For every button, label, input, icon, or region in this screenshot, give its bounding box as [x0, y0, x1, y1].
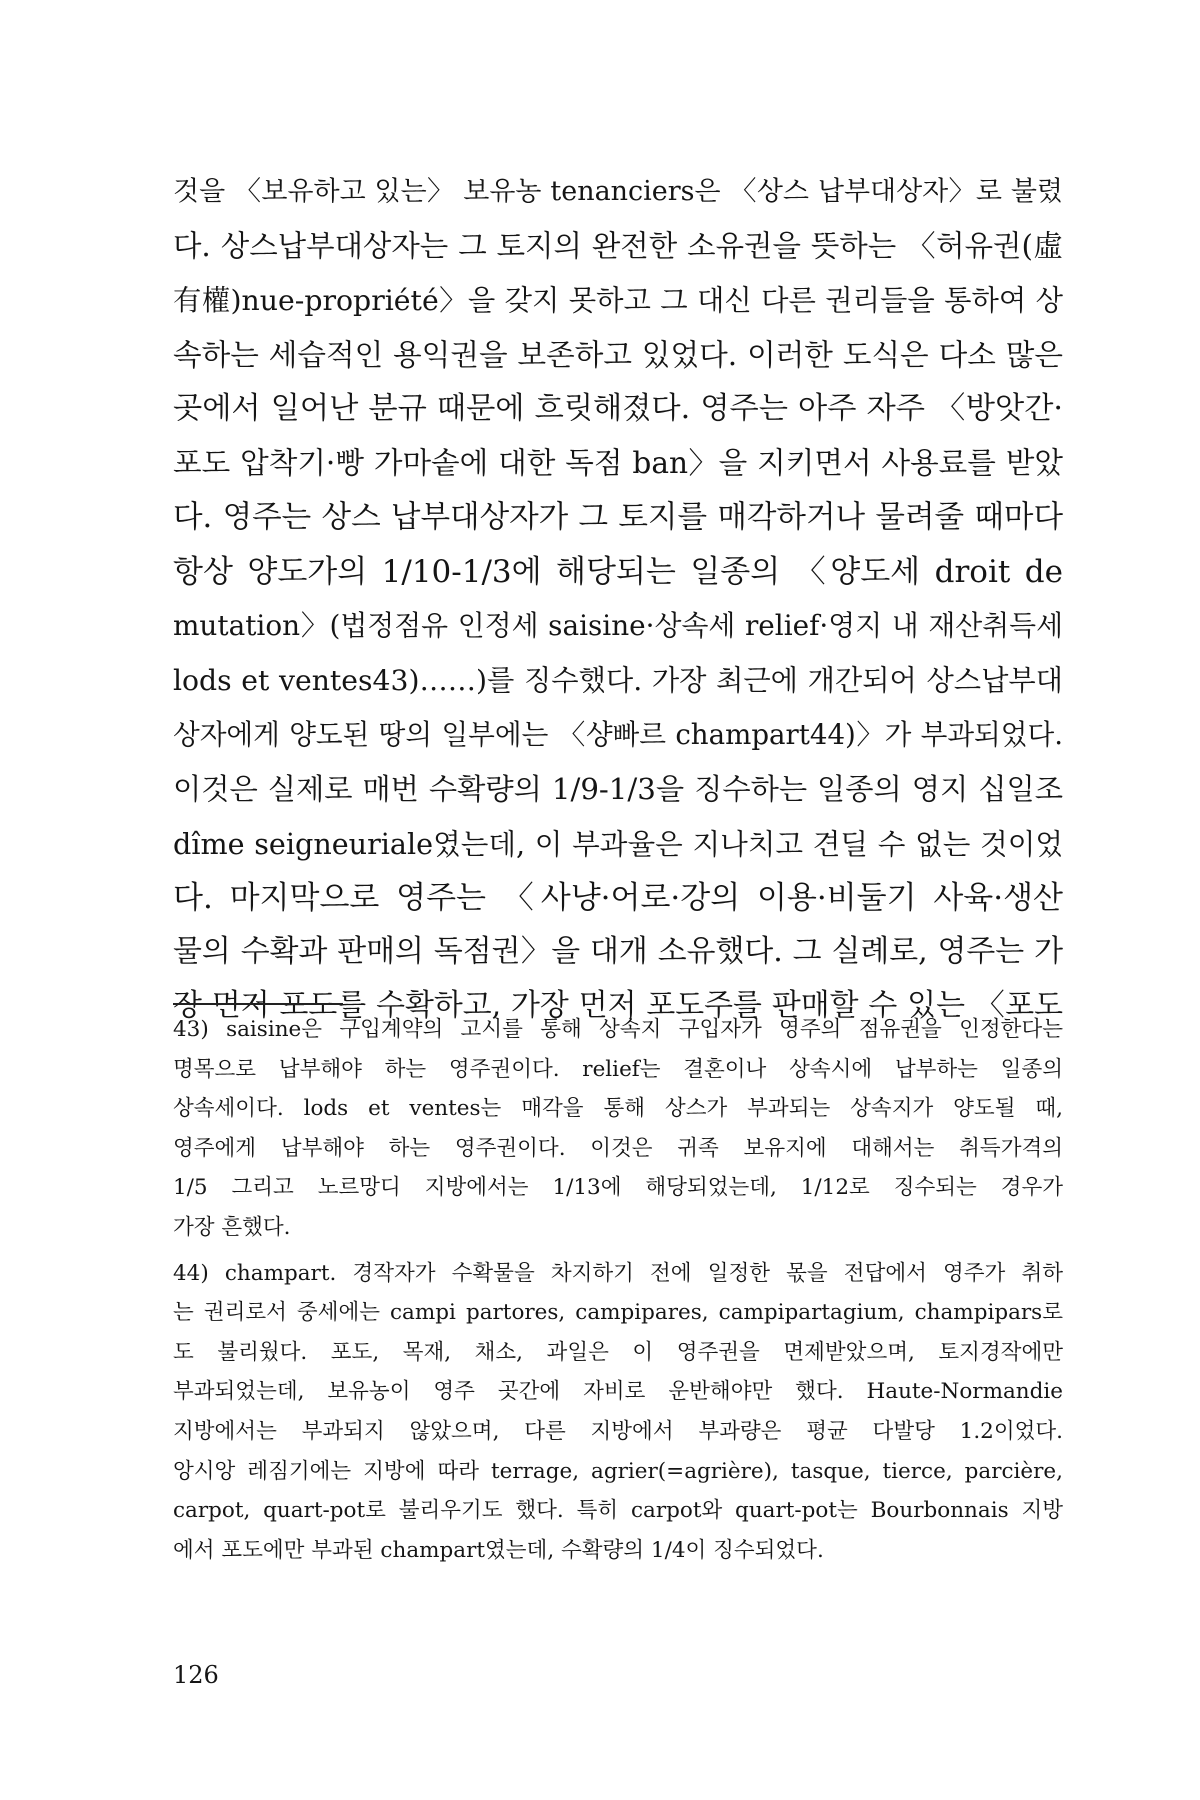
footnote-line: 상속세이다. lods et ventes는 매각을 통해 상스가 부과되는 상속지가 양도될 때,	[173, 1096, 1063, 1122]
body-line: 물의 수확과 판매의 독점권〉을 대개 소유했다. 그 실례로, 영주는 가	[173, 934, 1063, 970]
body-line: mutation〉(법정점유 인정세 saisine·상속세 relief·영지 내 재산취득세	[173, 609, 1063, 643]
footnotes	[173, 1010, 1063, 1570]
body-line: 장 먼저 포도를 수확하고, 가장 먼저 포도주를 판매할 수 있는 〈포도	[173, 988, 1063, 1024]
footnote-line: 가장 흔했다.	[173, 1214, 291, 1240]
footnote-line: 는 권리로서 중세에는 campi partores, campipares, campipartagium, champipars로	[173, 1300, 1063, 1326]
footnote-line: 1/5 그리고 노르망디 지방에서는 1/13에 해당되었는데, 1/12로 징수되는 경우가	[173, 1175, 1063, 1201]
footnote-line: 에서 포도에만 부과된 champart였는데, 수확량의 1/4이 징수되었다.	[173, 1537, 824, 1563]
footnote-line: 영주에게 납부해야 하는 영주권이다. 이것은 귀족 보유지에 대해서는 취득가격의	[173, 1135, 1063, 1161]
body-line: 것을 〈보유하고 있는〉 보유농 tenanciers은 〈상스 납부대상자〉로 불렸	[173, 176, 1063, 207]
footnote-line: carpot, quart-pot로 불리우기도 했다. 특히 carpot와 quart-pot는 Bourbonnais 지방	[173, 1498, 1063, 1524]
footnote-line: 부과되었는데, 보유농이 영주 곳간에 자비로 운반해야만 했다. Haute-Normandie	[173, 1379, 1063, 1405]
body-line: 포도 압착기·빵 가마솥에 대한 독점 ban〉을 지키면서 사용료를 받았	[173, 446, 1063, 481]
body-line: 有權)nue-propriété〉을 갖지 못하고 그 대신 다른 권리들을 통하여 상	[173, 283, 1063, 317]
body-line: 곳에서 일어난 분규 때문에 흐릿해졌다. 영주는 아주 자주 〈방앗간·	[173, 391, 1063, 427]
body-line: 다. 영주는 상스 납부대상자가 그 토지를 매각하거나 물려줄 때마다	[173, 499, 1063, 535]
body-line: 다. 상스납부대상자는 그 토지의 완전한 소유권을 뜻하는 〈허유권(虛	[173, 229, 1063, 264]
footnote-line: 명목으로 납부해야 하는 영주권이다. relief는 결혼이나 상속시에 납부하는 일종의	[173, 1056, 1063, 1082]
footnote-44	[173, 1254, 1063, 1571]
footnote-line: 앙시앙 레짐기에는 지방에 따라 terrage, agrier(=agrière), tasque, tierce, parcière,	[173, 1458, 1063, 1484]
footnote-line: 44) champart. 경작자가 수확물을 차지하기 전에 일정한 몫을 전답에서 영주가 취하	[173, 1260, 1063, 1286]
body-text	[173, 165, 1063, 1034]
page-number: 126	[173, 1661, 219, 1689]
body-line: 다. 마지막으로 영주는 〈사냥·어로·강의 이용·비둘기 사육·생산	[173, 879, 1063, 916]
body-line: lods et ventes43)……)를 징수했다. 가장 최근에 개간되어 상스납부대	[173, 663, 1063, 697]
body-line: 이것은 실제로 매번 수확량의 1/9-1/3을 징수하는 일종의 영지 십일조	[173, 772, 1063, 807]
footnote-separator	[173, 1003, 343, 1005]
body-line: 상자에게 양도된 땅의 일부에는 〈샹빠르 champart44)〉가 부과되었다.	[173, 717, 1063, 751]
footnote-line: 43) saisine은 구입계약의 고시를 통해 상속지 구입자가 영주의 점유권을 인정한다는	[173, 1017, 1063, 1042]
body-line: 항상 양도가의 1/10-1/3에 해당되는 일종의 〈양도세 droit de	[173, 554, 1063, 591]
footnote-line: 지방에서는 부과되지 않았으며, 다른 지방에서 부과량은 평균 다발당 1.2이었다.	[173, 1418, 1063, 1444]
body-line: 속하는 세습적인 용익권을 보존하고 있었다. 이러한 도식은 다소 많은	[173, 337, 1063, 372]
footnote-43	[173, 1010, 1063, 1248]
footnote-line: 도 불리웠다. 포도, 목재, 채소, 과일은 이 영주권을 면제받았으며, 토지경작에만	[173, 1339, 1063, 1365]
body-line: dîme seigneuriale였는데, 이 부과율은 지나치고 견딜 수 없는 것이었	[173, 826, 1063, 861]
